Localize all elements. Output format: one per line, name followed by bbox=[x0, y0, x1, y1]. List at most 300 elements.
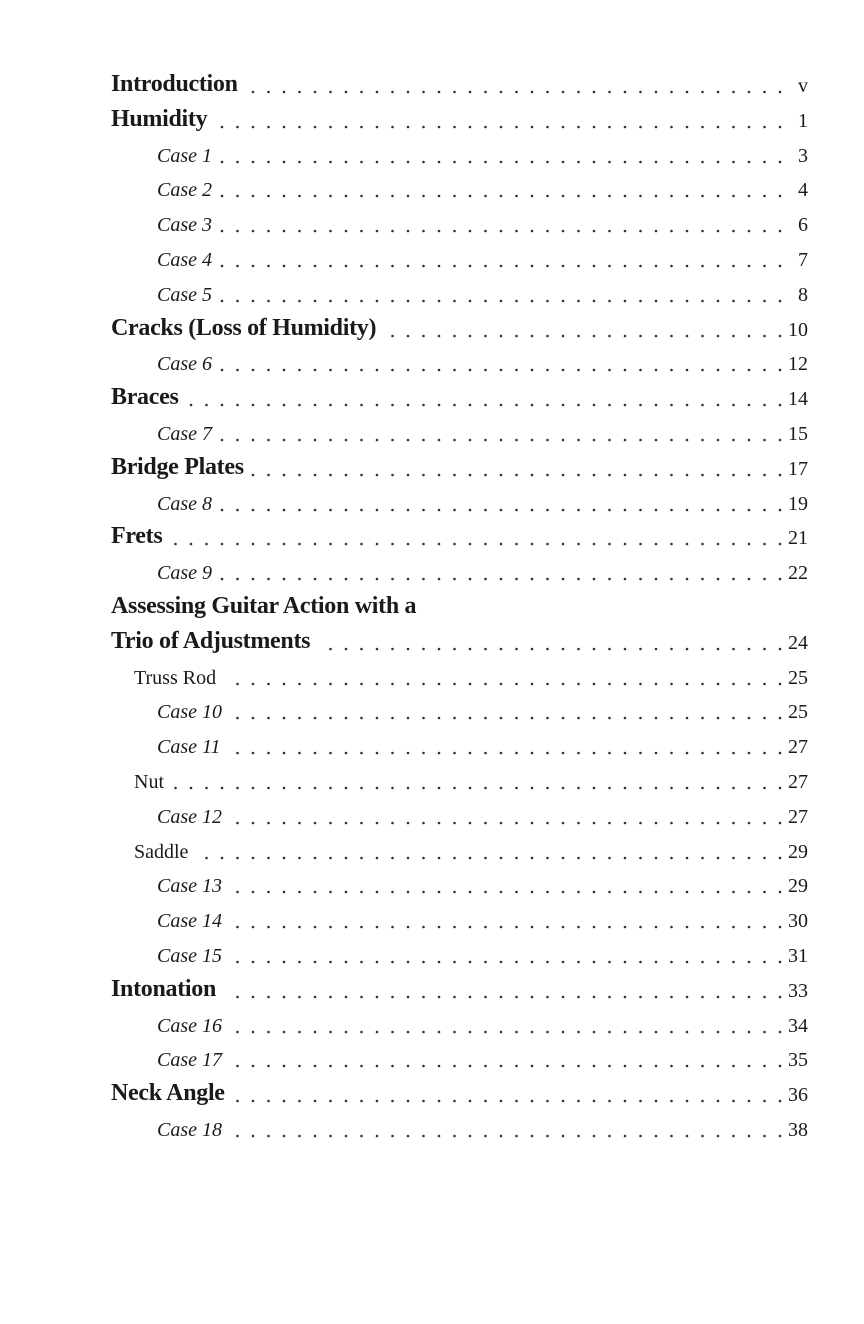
leader-dot bbox=[283, 369, 286, 372]
leader-dot bbox=[298, 961, 301, 964]
leader-dot bbox=[391, 1100, 394, 1103]
toc-entry[interactable] bbox=[0, 828, 864, 862]
leader-dot bbox=[763, 682, 766, 685]
leader-dot bbox=[608, 926, 611, 929]
toc-entry[interactable] bbox=[0, 514, 864, 548]
leader-dot bbox=[515, 508, 518, 511]
leader-dot bbox=[639, 856, 642, 859]
leader-dot bbox=[717, 891, 720, 894]
toc-entry[interactable] bbox=[0, 1071, 864, 1105]
leader-dot bbox=[360, 856, 363, 859]
toc-entry[interactable] bbox=[0, 375, 864, 409]
toc-entry-page-number: 15 bbox=[788, 423, 808, 445]
leader-dot bbox=[422, 91, 425, 94]
leader-dot bbox=[624, 508, 627, 511]
toc-entry[interactable] bbox=[0, 723, 864, 757]
leader-dot bbox=[670, 299, 673, 302]
toc-entry-page-number: 14 bbox=[788, 388, 808, 411]
leader-dot bbox=[500, 160, 503, 163]
leader-dot bbox=[686, 995, 689, 998]
leader-dot bbox=[732, 717, 735, 720]
leader-dot bbox=[500, 682, 503, 685]
leader-dot bbox=[453, 91, 456, 94]
toc-entry-page-number: 4 bbox=[798, 179, 808, 202]
leader-dot bbox=[376, 439, 379, 442]
leader-dot bbox=[531, 682, 534, 685]
leader-dot bbox=[407, 160, 410, 163]
leader-dot bbox=[438, 334, 441, 337]
leader-dot bbox=[655, 578, 658, 581]
leader-dot bbox=[748, 334, 751, 337]
leader-dot bbox=[639, 1065, 642, 1068]
toc-entry[interactable] bbox=[0, 97, 864, 131]
toc-entry[interactable] bbox=[0, 1036, 864, 1070]
leader-dot bbox=[779, 1030, 782, 1033]
leader-dot bbox=[763, 230, 766, 233]
toc-entry[interactable] bbox=[0, 688, 864, 722]
leader-dot bbox=[283, 91, 286, 94]
leader-dot bbox=[686, 265, 689, 268]
leader-dot bbox=[562, 1065, 565, 1068]
leader-dot bbox=[376, 891, 379, 894]
leader-dot bbox=[655, 195, 658, 198]
toc-entry-title: Case 14 bbox=[157, 910, 222, 933]
leader-dot bbox=[469, 91, 472, 94]
leader-dot bbox=[546, 1065, 549, 1068]
leader-dot bbox=[360, 752, 363, 755]
leader-dot bbox=[236, 230, 239, 233]
toc-entry[interactable] bbox=[0, 967, 864, 1001]
leader-dot bbox=[252, 578, 255, 581]
leader-dot bbox=[376, 1100, 379, 1103]
leader-dot bbox=[639, 230, 642, 233]
toc-entry[interactable] bbox=[0, 340, 864, 374]
leader-dot bbox=[577, 787, 580, 790]
toc-entry[interactable] bbox=[0, 1002, 864, 1036]
leader-dot bbox=[732, 961, 735, 964]
leader-dot bbox=[639, 1100, 642, 1103]
leader-dot bbox=[438, 473, 441, 476]
leader-dot bbox=[283, 543, 286, 546]
toc-entry[interactable] bbox=[0, 862, 864, 896]
leader-dot bbox=[593, 1100, 596, 1103]
leader-dot bbox=[252, 926, 255, 929]
leader-dot bbox=[391, 961, 394, 964]
leader-dot bbox=[608, 125, 611, 128]
toc-entry[interactable] bbox=[0, 619, 864, 653]
leader-dot bbox=[546, 578, 549, 581]
leader-dot bbox=[748, 578, 751, 581]
leader-dot bbox=[391, 473, 394, 476]
leader-dot bbox=[670, 1100, 673, 1103]
leader-dot bbox=[422, 717, 425, 720]
leader-dot bbox=[329, 1030, 332, 1033]
leader-dot bbox=[252, 961, 255, 964]
leader-dot bbox=[174, 543, 177, 546]
toc-entry[interactable] bbox=[0, 932, 864, 966]
leader-dot bbox=[779, 682, 782, 685]
leader-dot bbox=[345, 821, 348, 824]
leader-dot bbox=[546, 473, 549, 476]
leader-dot bbox=[670, 891, 673, 894]
leader-dot bbox=[670, 160, 673, 163]
toc-entry[interactable] bbox=[0, 445, 864, 479]
dot-leader bbox=[0, 828, 864, 862]
leader-dot bbox=[655, 160, 658, 163]
leader-dot bbox=[717, 856, 720, 859]
leader-dot bbox=[267, 787, 270, 790]
leader-dot bbox=[500, 334, 503, 337]
leader-dot bbox=[686, 717, 689, 720]
toc-entry[interactable] bbox=[0, 897, 864, 931]
leader-dot bbox=[701, 334, 704, 337]
leader-dot bbox=[655, 752, 658, 755]
leader-dot bbox=[252, 160, 255, 163]
leader-dot bbox=[407, 1030, 410, 1033]
leader-dot bbox=[376, 787, 379, 790]
leader-dot bbox=[686, 543, 689, 546]
leader-dot bbox=[329, 856, 332, 859]
leader-dot bbox=[701, 195, 704, 198]
leader-dot bbox=[748, 543, 751, 546]
leader-dot bbox=[562, 856, 565, 859]
leader-dot bbox=[546, 404, 549, 407]
leader-dot bbox=[701, 230, 704, 233]
toc-entry-page-number: 21 bbox=[788, 527, 808, 550]
leader-dot bbox=[283, 125, 286, 128]
leader-dot bbox=[252, 473, 255, 476]
leader-dot bbox=[593, 195, 596, 198]
leader-dot bbox=[748, 926, 751, 929]
leader-dot bbox=[469, 230, 472, 233]
leader-dot bbox=[531, 299, 534, 302]
toc-entry-title: Case 15 bbox=[157, 945, 222, 967]
toc-entry[interactable] bbox=[0, 236, 864, 270]
leader-dot bbox=[593, 1135, 596, 1138]
leader-dot bbox=[732, 125, 735, 128]
leader-dot bbox=[717, 752, 720, 755]
leader-dot bbox=[562, 717, 565, 720]
leader-dot bbox=[469, 1065, 472, 1068]
leader-dot bbox=[717, 1065, 720, 1068]
toc-entry-page-number: 31 bbox=[788, 945, 808, 967]
leader-dot bbox=[391, 160, 394, 163]
leader-dot bbox=[236, 1065, 239, 1068]
leader-dot bbox=[453, 230, 456, 233]
leader-dot bbox=[500, 91, 503, 94]
toc-entry[interactable] bbox=[0, 549, 864, 583]
leader-dot bbox=[593, 787, 596, 790]
leader-dot bbox=[298, 578, 301, 581]
leader-dot bbox=[670, 717, 673, 720]
leader-dot bbox=[360, 160, 363, 163]
leader-dot bbox=[469, 160, 472, 163]
leader-dot bbox=[329, 125, 332, 128]
leader-dot bbox=[391, 926, 394, 929]
leader-dot bbox=[376, 195, 379, 198]
toc-entry[interactable] bbox=[0, 166, 864, 200]
toc-entry[interactable] bbox=[0, 584, 864, 618]
leader-dot bbox=[221, 578, 224, 581]
leader-dot bbox=[670, 787, 673, 790]
leader-dot bbox=[763, 926, 766, 929]
leader-dot bbox=[686, 473, 689, 476]
leader-dot bbox=[562, 543, 565, 546]
leader-dot bbox=[314, 856, 317, 859]
toc-entry[interactable] bbox=[0, 480, 864, 514]
leader-dot bbox=[763, 508, 766, 511]
leader-dot bbox=[577, 926, 580, 929]
leader-dot bbox=[407, 439, 410, 442]
leader-dot bbox=[500, 647, 503, 650]
leader-dot bbox=[345, 1135, 348, 1138]
leader-dot bbox=[686, 926, 689, 929]
leader-dot bbox=[701, 1135, 704, 1138]
leader-dot bbox=[562, 439, 565, 442]
leader-dot bbox=[732, 195, 735, 198]
leader-dot bbox=[701, 439, 704, 442]
leader-dot bbox=[546, 299, 549, 302]
leader-dot bbox=[655, 299, 658, 302]
toc-entry[interactable] bbox=[0, 758, 864, 792]
leader-dot bbox=[407, 334, 410, 337]
leader-dot bbox=[655, 995, 658, 998]
leader-dot bbox=[236, 508, 239, 511]
leader-dot bbox=[360, 369, 363, 372]
leader-dot bbox=[546, 891, 549, 894]
leader-dot bbox=[763, 995, 766, 998]
toc-entry[interactable] bbox=[0, 410, 864, 444]
leader-dot bbox=[500, 995, 503, 998]
leader-dot bbox=[562, 91, 565, 94]
leader-dot bbox=[624, 891, 627, 894]
leader-dot bbox=[283, 961, 286, 964]
leader-dot bbox=[686, 404, 689, 407]
leader-dot bbox=[577, 369, 580, 372]
leader-dot bbox=[376, 856, 379, 859]
leader-dot bbox=[531, 752, 534, 755]
leader-dot bbox=[298, 1030, 301, 1033]
leader-dot bbox=[438, 647, 441, 650]
toc-entry-title: Intonation bbox=[111, 975, 217, 1002]
leader-dot bbox=[639, 125, 642, 128]
leader-dot bbox=[779, 787, 782, 790]
leader-dot bbox=[469, 439, 472, 442]
leader-dot bbox=[655, 926, 658, 929]
leader-dot bbox=[748, 1100, 751, 1103]
leader-dot bbox=[515, 787, 518, 790]
leader-dot bbox=[732, 1065, 735, 1068]
leader-dot bbox=[329, 404, 332, 407]
leader-dot bbox=[422, 125, 425, 128]
dot-leader bbox=[0, 1106, 864, 1140]
leader-dot bbox=[500, 125, 503, 128]
leader-dot bbox=[329, 439, 332, 442]
leader-dot bbox=[562, 125, 565, 128]
leader-dot bbox=[748, 91, 751, 94]
toc-entry[interactable] bbox=[0, 793, 864, 827]
leader-dot bbox=[639, 160, 642, 163]
leader-dot bbox=[469, 891, 472, 894]
leader-dot bbox=[298, 299, 301, 302]
leader-dot bbox=[763, 787, 766, 790]
toc-entry[interactable] bbox=[0, 62, 864, 96]
leader-dot bbox=[221, 265, 224, 268]
leader-dot bbox=[748, 682, 751, 685]
leader-dot bbox=[438, 1135, 441, 1138]
leader-dot bbox=[593, 334, 596, 337]
leader-dot bbox=[686, 508, 689, 511]
leader-dot bbox=[407, 508, 410, 511]
leader-dot bbox=[717, 717, 720, 720]
leader-dot bbox=[748, 125, 751, 128]
leader-dot bbox=[283, 856, 286, 859]
leader-dot bbox=[267, 752, 270, 755]
leader-dot bbox=[360, 995, 363, 998]
leader-dot bbox=[376, 230, 379, 233]
leader-dot bbox=[531, 230, 534, 233]
toc-entry[interactable] bbox=[0, 306, 864, 340]
leader-dot bbox=[515, 334, 518, 337]
leader-dot bbox=[546, 682, 549, 685]
leader-dot bbox=[577, 404, 580, 407]
dot-leader bbox=[0, 166, 864, 200]
leader-dot bbox=[577, 265, 580, 268]
leader-dot bbox=[252, 195, 255, 198]
leader-dot bbox=[670, 439, 673, 442]
leader-dot bbox=[608, 1030, 611, 1033]
leader-dot bbox=[546, 195, 549, 198]
leader-dot bbox=[608, 717, 611, 720]
leader-dot bbox=[670, 961, 673, 964]
leader-dot bbox=[252, 717, 255, 720]
leader-dot bbox=[562, 961, 565, 964]
leader-dot bbox=[345, 926, 348, 929]
leader-dot bbox=[345, 439, 348, 442]
leader-dot bbox=[298, 508, 301, 511]
leader-dot bbox=[779, 1135, 782, 1138]
leader-dot bbox=[593, 230, 596, 233]
leader-dot bbox=[717, 125, 720, 128]
leader-dot bbox=[469, 369, 472, 372]
leader-dot bbox=[531, 160, 534, 163]
leader-dot bbox=[391, 439, 394, 442]
leader-dot bbox=[655, 1030, 658, 1033]
leader-dot bbox=[453, 125, 456, 128]
leader-dot bbox=[531, 265, 534, 268]
leader-dot bbox=[329, 926, 332, 929]
leader-dot bbox=[686, 1065, 689, 1068]
leader-dot bbox=[577, 473, 580, 476]
toc-entry-title: Case 11 bbox=[157, 736, 221, 759]
leader-dot bbox=[221, 856, 224, 859]
leader-dot bbox=[546, 961, 549, 964]
leader-dot bbox=[314, 578, 317, 581]
leader-dot bbox=[639, 404, 642, 407]
leader-dot bbox=[732, 682, 735, 685]
leader-dot bbox=[360, 891, 363, 894]
leader-dot bbox=[314, 404, 317, 407]
leader-dot bbox=[267, 473, 270, 476]
leader-dot bbox=[717, 961, 720, 964]
leader-dot bbox=[701, 404, 704, 407]
leader-dot bbox=[639, 578, 642, 581]
leader-dot bbox=[779, 926, 782, 929]
leader-dot bbox=[779, 230, 782, 233]
leader-dot bbox=[748, 473, 751, 476]
leader-dot bbox=[562, 821, 565, 824]
leader-dot bbox=[376, 508, 379, 511]
leader-dot bbox=[267, 265, 270, 268]
leader-dot bbox=[221, 125, 224, 128]
leader-dot bbox=[701, 369, 704, 372]
leader-dot bbox=[484, 1135, 487, 1138]
toc-entry-page-number: 8 bbox=[798, 283, 808, 306]
leader-dot bbox=[763, 1030, 766, 1033]
leader-dot bbox=[515, 230, 518, 233]
leader-dot bbox=[469, 473, 472, 476]
leader-dot bbox=[732, 856, 735, 859]
leader-dot bbox=[391, 230, 394, 233]
leader-dot bbox=[655, 891, 658, 894]
leader-dot bbox=[391, 578, 394, 581]
toc-entry[interactable] bbox=[0, 1106, 864, 1140]
leader-dot bbox=[376, 265, 379, 268]
leader-dot bbox=[515, 195, 518, 198]
leader-dot bbox=[655, 961, 658, 964]
leader-dot bbox=[763, 91, 766, 94]
leader-dot bbox=[639, 508, 642, 511]
leader-dot bbox=[763, 473, 766, 476]
leader-dot bbox=[469, 821, 472, 824]
leader-dot bbox=[252, 125, 255, 128]
leader-dot bbox=[345, 230, 348, 233]
leader-dot bbox=[252, 299, 255, 302]
leader-dot bbox=[732, 230, 735, 233]
leader-dot bbox=[484, 265, 487, 268]
leader-dot bbox=[670, 856, 673, 859]
leader-dot bbox=[484, 404, 487, 407]
leader-dot bbox=[562, 1135, 565, 1138]
leader-dot bbox=[717, 91, 720, 94]
leader-dot bbox=[298, 91, 301, 94]
toc-entry[interactable] bbox=[0, 654, 864, 688]
leader-dot bbox=[562, 1100, 565, 1103]
toc-entry[interactable] bbox=[0, 271, 864, 305]
leader-dot bbox=[500, 926, 503, 929]
leader-dot bbox=[670, 682, 673, 685]
leader-dot bbox=[298, 821, 301, 824]
leader-dot bbox=[484, 856, 487, 859]
leader-dot bbox=[608, 473, 611, 476]
leader-dot bbox=[422, 160, 425, 163]
leader-dot bbox=[252, 439, 255, 442]
leader-dot bbox=[608, 647, 611, 650]
leader-dot bbox=[236, 682, 239, 685]
leader-dot bbox=[546, 752, 549, 755]
leader-dot bbox=[236, 160, 239, 163]
toc-entry[interactable] bbox=[0, 132, 864, 166]
toc-entry[interactable] bbox=[0, 201, 864, 235]
leader-dot bbox=[236, 1100, 239, 1103]
leader-dot bbox=[314, 995, 317, 998]
leader-dot bbox=[267, 508, 270, 511]
leader-dot bbox=[639, 1135, 642, 1138]
leader-dot bbox=[717, 543, 720, 546]
leader-dot bbox=[670, 821, 673, 824]
leader-dot bbox=[670, 195, 673, 198]
leader-dot bbox=[376, 91, 379, 94]
